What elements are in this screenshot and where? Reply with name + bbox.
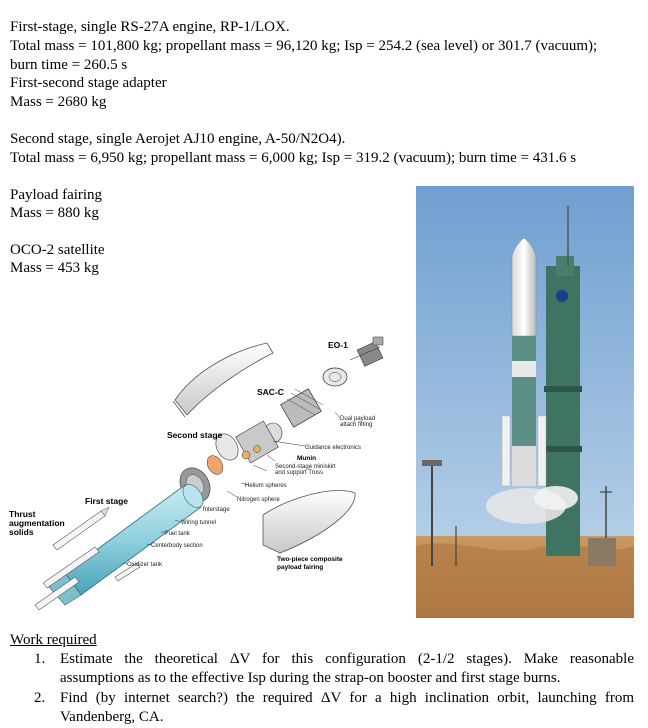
- work-required-heading: Work required: [10, 632, 97, 648]
- label-first-stage: First stage: [85, 496, 128, 506]
- first-stage-line-2: burn time = 260.5 s: [10, 57, 128, 73]
- label-fuel: Fuel tank: [165, 531, 190, 537]
- label-dual-payload-2: attach fitting: [340, 422, 373, 428]
- label-wiring: Wiring tunnel: [181, 520, 217, 526]
- label-eo-1: EO-1: [328, 340, 348, 350]
- work-item-2-line-2: Vandenberg, CA.: [60, 709, 164, 725]
- second-stage-line-1: Total mass = 6,950 kg; propellant mass = 6,000 kg; Isp = 319.2 (vacuum); burn time = 431.6 s: [10, 150, 577, 166]
- label-thrust: Thrust: [9, 509, 36, 519]
- label-sac-c: SAC-C: [257, 387, 284, 397]
- sac-c-satellite: [281, 389, 323, 428]
- satellite-mass: Mass = 453 kg: [10, 260, 99, 276]
- label-second-stage: Second stage: [167, 430, 223, 440]
- label-miniskirt-2: and support Truss: [275, 470, 324, 476]
- rocket-exploded-diagram: [5, 315, 400, 610]
- label-augmentation: augmentation: [9, 518, 65, 528]
- work-item-2-line-1: Find (by internet search?) the required ΔV for a high inclination orbit, launching from: [60, 690, 634, 706]
- work-item-1-line-2: assumptions as to the effective Isp during the strap-on booster and first stage burns.: [60, 670, 561, 686]
- work-item-2-number: 2.: [34, 690, 46, 706]
- label-helium: Helium spheres: [245, 483, 287, 489]
- fairing-heading: Payload fairing: [10, 187, 103, 203]
- work-item-1-number: 1.: [34, 651, 46, 667]
- label-fairing-2: payload fairing: [277, 564, 324, 571]
- label-dual-payload-1: Dual payload: [340, 416, 376, 422]
- label-fairing-1: Two-piece composite: [277, 556, 343, 563]
- work-item-1-line-1: Estimate the theoretical ΔV for this configuration (2-1/2 stages). Make reasonable: [60, 651, 634, 667]
- label-centerbody: Centerbody section: [151, 543, 203, 549]
- second-stage-heading: Second stage, single Aerojet AJ10 engine, A-50/N2O4).: [10, 131, 346, 147]
- launch-pad-photo: [416, 186, 634, 618]
- adapter-mass: Mass = 2680 kg: [10, 94, 107, 110]
- label-oxidizer: Oxidizer tank: [127, 562, 163, 568]
- label-interstage: Interstage: [203, 507, 230, 513]
- label-miniskirt-1: Second-stage miniskirt: [275, 464, 336, 470]
- adapter-heading: First-second stage adapter: [10, 75, 167, 91]
- fairing-mass: Mass = 880 kg: [10, 205, 99, 221]
- fairing-upper-half: [175, 343, 273, 415]
- first-stage-line-1: Total mass = 101,800 kg; propellant mass = 96,120 kg; Isp = 254.2 (sea level) or 301.7 (vacuum);: [10, 38, 598, 54]
- label-munin: Munin: [297, 455, 317, 462]
- label-nitrogen: Nitrogen sphere: [237, 497, 280, 503]
- label-guidance: Guidance electronics: [305, 445, 362, 451]
- satellite-heading: OCO-2 satellite: [10, 242, 105, 258]
- label-solids: solids: [9, 527, 34, 537]
- first-stage-heading: First-stage, single RS-27A engine, RP-1/LOX.: [10, 19, 290, 35]
